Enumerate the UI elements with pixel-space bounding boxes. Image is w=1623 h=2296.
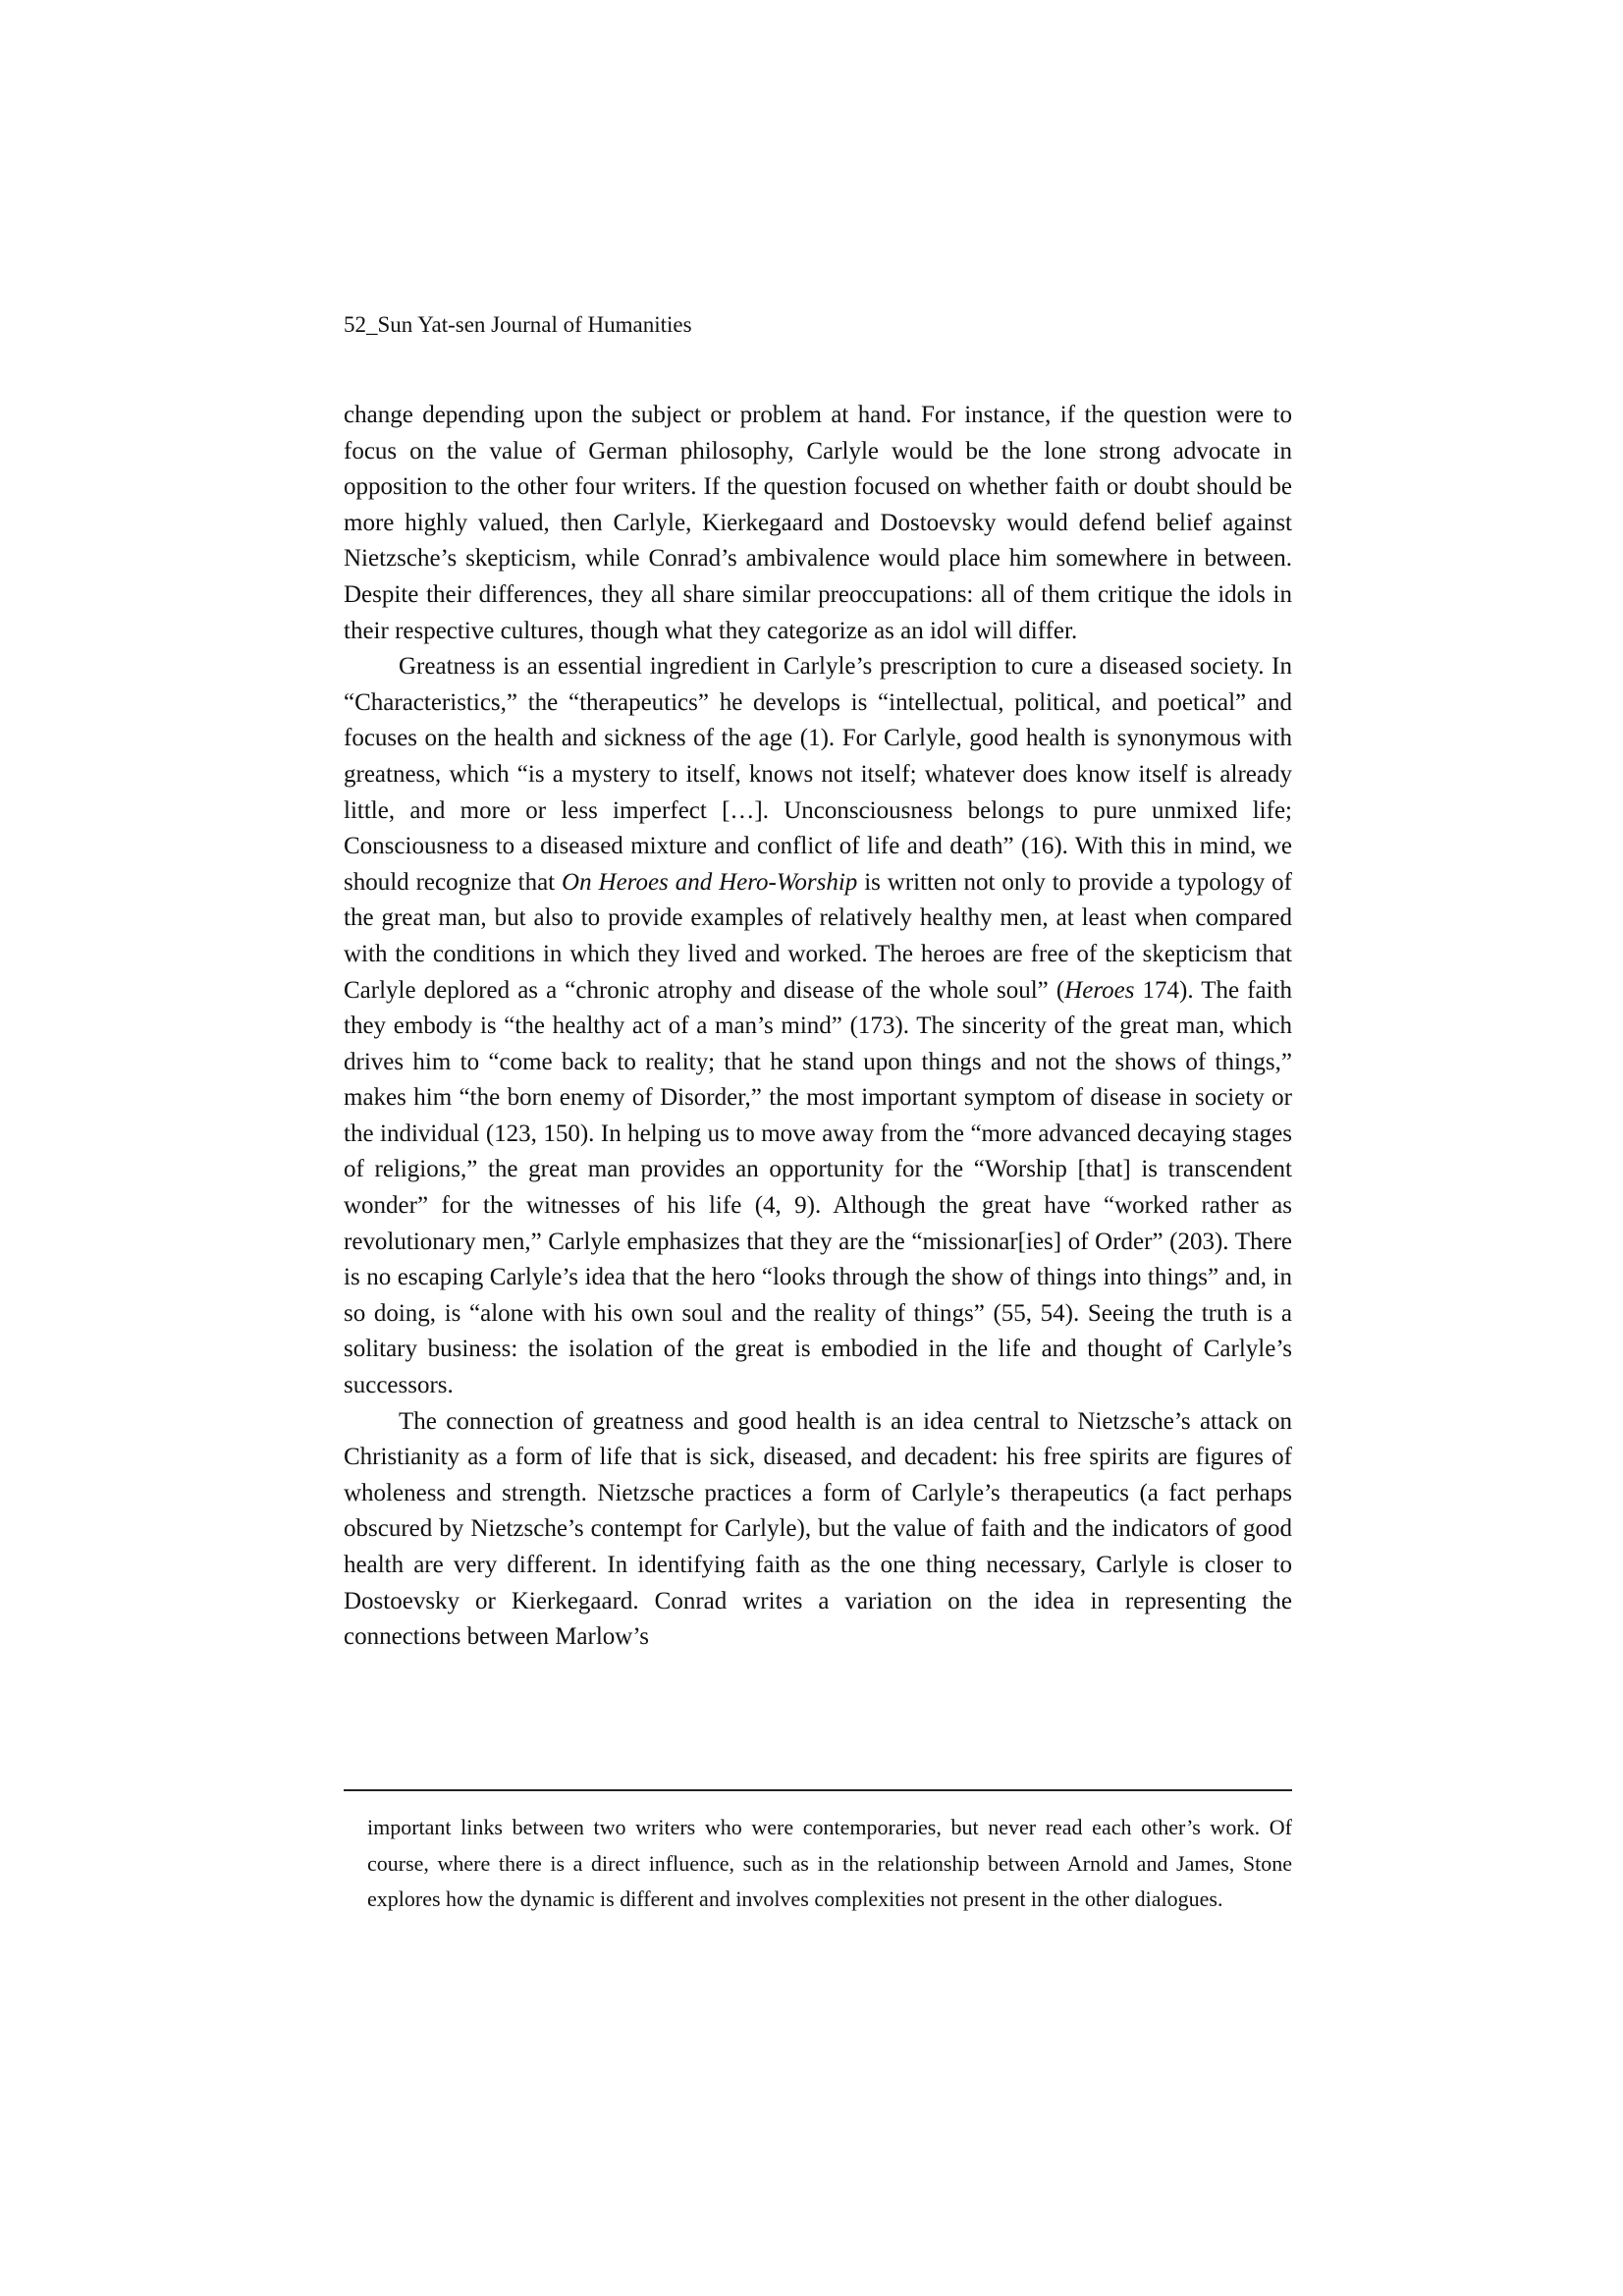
paragraph-2-segment-1: Greatness is an essential ingredient in Carlyle’s prescription to cure a diseased society. In “Characteristics,” the “therapeutics” he develops is “intellectual, political, and poetical” and focuses on the health and sickness of the age (1). For Carlyle, good health is synonymous with greatness, which “is a mystery to itself, knows not itself; whatever does know itself is already little, and more or less imperfect […]. Unconsciousness belongs to pure unmixed life; Consciousness to a diseased mixture and conflict of life and death” (16). With this in mind, we should recognize that <box>344 653 1292 896</box>
paragraph-2-segment-2: is written not only to provide a typology of the great man, but also to provide examples of relatively healthy men, at least when compared with the conditions in which they lived and worked. The heroes are free of the skepticism that Carlyle deplored as a “chronic atrophy and disease of the whole soul” ( <box>344 868 1292 1004</box>
paragraph-1: change depending upon the subject or problem at hand. For instance, if the question were to focus on the value of German philosophy, Carlyle would be the lone strong advocate in opposition to the other four writers. If the question focused on whether faith or doubt should be more highly valued, then Carlyle, Kierkegaard and Dostoevsky would defend belief against Nietzsche’s skepticism, while Conrad’s ambivalence would place him somewhere in between. Despite their differences, they all share similar preoccupations: all of them critique the idols in their respective cultures, though what they categorize as an idol will differ. <box>344 402 1292 644</box>
running-head: 52_Sun Yat-sen Journal of Humanities <box>344 312 692 337</box>
paragraph-3: The connection of greatness and good health is an idea central to Nietzsche’s attack on Christianity as a form of life that is sick, diseased, and decadent: his free spirits are figures of wholeness and strength. Nietzsche practices a form of Carlyle’s therapeutics (a fact perhaps obscured by Nietzsche’s contempt for Carlyle), but the value of faith and the indicators of good health are very different. In identifying faith as the one thing necessary, Carlyle is closer to Dostoevsky or Kierkegaard. Conrad writes a variation on the idea in representing the connections between Marlow’s <box>344 1407 1292 1651</box>
paragraph-2 <box>344 649 1292 1403</box>
footnote-divider <box>344 1789 1292 1791</box>
paragraph-2-segment-3: 174). The faith they embody is “the healthy act of a man’s mind” (173). The sincerity of the great man, which drives him to “come back to reality; that he stand upon things and not the shows of things,” makes him “the born enemy of Disorder,” the most important symptom of disease in society or the individual (123, 150). In helping us to move away from the “more advanced decaying stages of religions,” the great man provides an opportunity for the “Worship [that] is transcendent wonder” for the witnesses of his life (4, 9). Although the great have “worked rather as revolutionary men,” Carlyle emphasizes that they are the “missionar[ies] of Order” (203). There is no escaping Carlyle’s idea that the hero “looks through the show of things into things” and, in so doing, is “alone with his own soul and the reality of things” (55, 54). Seeing the truth is a solitary business: the isolation of the great is embodied in the life and thought of Carlyle’s successors. <box>344 976 1292 1399</box>
footnote: important links between two writers who were contemporaries, but never read each other’s work. Of course, where there is a direct influence, such as in the relationship between Arnold and James, Stone explores how the dynamic is different and involves complexities not present in the other dialogues. <box>367 1815 1292 1911</box>
body-text <box>344 398 1292 1656</box>
book-title-on-heroes: On Heroes and Hero-Worship <box>562 868 858 896</box>
citation-heroes: Heroes <box>1064 976 1135 1004</box>
